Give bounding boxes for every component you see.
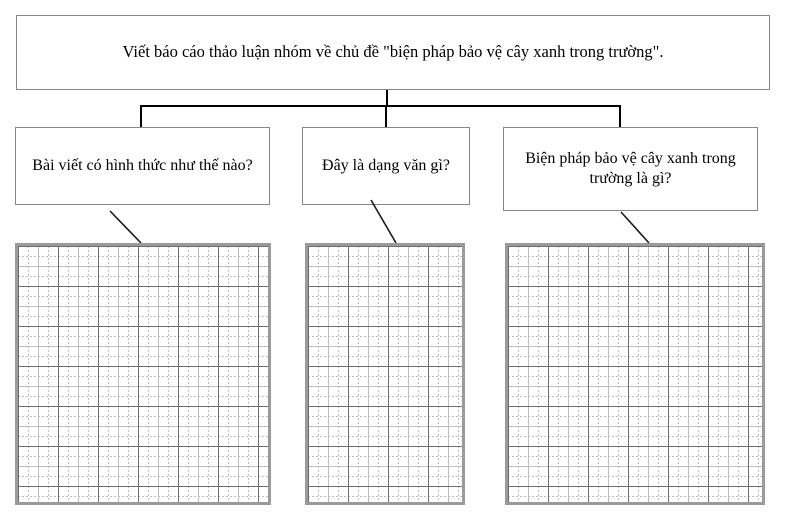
grid-major-lines-1 [18, 246, 268, 502]
connector-root-stem [386, 90, 388, 106]
question-text-1: Bài viết có hình thức như thế nào? [32, 157, 253, 174]
connector-drop-q3 [619, 105, 621, 127]
question-text-2: Đây là dạng văn gì? [322, 157, 450, 174]
answer-grid-1[interactable] [15, 243, 271, 505]
answer-grid-3[interactable] [505, 243, 765, 505]
grid-major-lines-2 [308, 246, 462, 502]
root-topic-box [16, 15, 770, 90]
question-box-2 [302, 127, 470, 205]
connector-horizontal-bus [140, 105, 621, 107]
question-text-3: Biện pháp bảo vệ cây xanh trong trường là gì? [525, 150, 736, 187]
connector-drop-q2 [385, 105, 387, 127]
root-topic-text: Viết báo cáo thảo luận nhóm về chủ đề "biện pháp bảo vệ cây xanh trong trường". [122, 42, 664, 62]
answer-grid-2[interactable] [305, 243, 465, 505]
question-box-1 [15, 127, 270, 205]
grid-major-lines-3 [508, 246, 762, 502]
question-box-3 [503, 127, 758, 211]
connector-drop-q1 [140, 105, 142, 127]
